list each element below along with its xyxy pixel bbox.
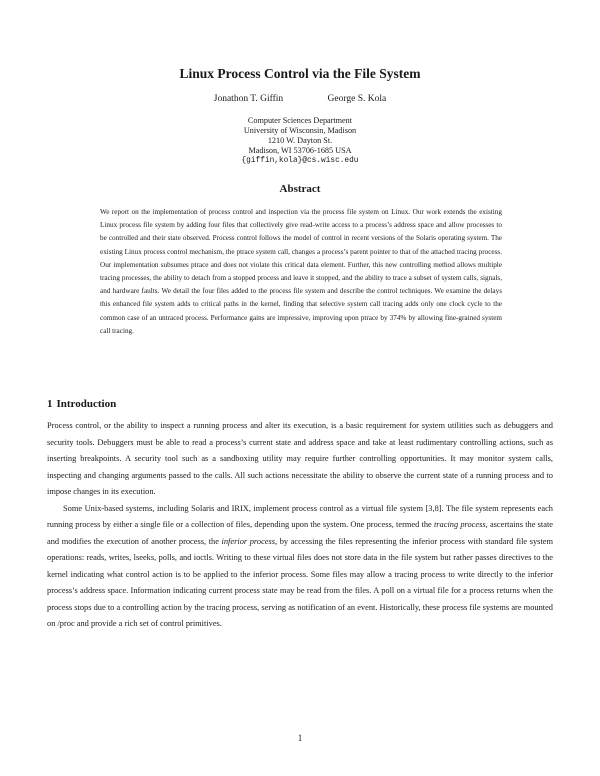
body-paragraph xyxy=(47,501,553,633)
body-paragraph: Process control, or the ability to inspect a running process and alter its execution, is a basic requirement for system utilities such as debuggers and security tools. Debuggers must be able to read a process’s current state and address space and take at least rudimentary controlling actions, such as inserting breakpoints. A security tool such as a sandboxing utility may require further controlling opportunities. It may monitor system calls, inspecting and changing arguments passed to the calls. All such actions necessitate the ability to observe the current state of a running process and to impose changes in its execution. xyxy=(47,421,553,496)
section-number: 1 xyxy=(47,398,53,410)
affiliation-city: Madison, WI 53706-1685 USA xyxy=(248,146,352,155)
paper-title: Linux Process Control via the File System xyxy=(179,66,421,81)
affiliation-street: 1210 W. Dayton St. xyxy=(267,136,333,145)
author-name: George S. Kola xyxy=(327,94,387,104)
term-tracing-process: tracing process xyxy=(433,520,486,529)
affiliation-block xyxy=(0,116,600,166)
abstract-paragraph: We report on the implementation of process control and inspection via the process file system on Linux. Our work extends the existing Linux process file system by adding four files that collectively give read-write access to a process’s address space and allow processes to be controlled and their state observed. Process control follows the model of control in recent versions of the Solaris operating system. The existing Linux process control mechanism, the ptrace system call, changes a process’s parent pointer to that of the attached tracing process. Our implementation subsumes ptrace and does not violate this critical data element. Further, this new controlling method allows multiple tracing processes, the ability to detach from a stopped process and leave it stopped, and the ability to trace a subset of system calls, signals, and hardware faults. We detail the four files added to the process file system and describe the control techniques. We examine the delays this enhanced file system adds to critical paths in the kernel, finding that selective system call tracing adds only one clock cycle to the common case of an untraced process. Performance gains are impressive, improving upon ptrace by 374% by allowing fine-grained system call tracing. xyxy=(100,208,502,335)
abstract-body xyxy=(100,206,502,338)
paragraph-text: , ascertains the state and modifies the execution of another process, the xyxy=(47,520,553,546)
paragraph-text: , by accessing the files representing the inferior process with standard file system operations: reads, writes, lseeks, polls, and ioctls. Writing to these virtual files does not store data in the file system but rather passes directives to the kernel indicating what control action is to be applied to the inferior process. Some files may allow a tracing process to write directly to the inferior process’s address space. Information indicating current process state may be read from the files. A poll on a virtual file for a process returns when the process stops due to a controlling action by the tracing process, serving as notification of an event. Historically, these process file systems are mounted on /proc and provide a rich set of control primitives. xyxy=(47,536,554,628)
section-heading xyxy=(47,398,116,410)
page-number: 1 xyxy=(297,733,303,743)
author-name: Jonathon T. Giffin xyxy=(213,94,284,104)
author-email: {giffin,kola}@cs.wisc.edu xyxy=(241,157,359,165)
affiliation-department: Computer Sciences Department xyxy=(247,116,353,125)
affiliation-university: University of Wisconsin, Madison xyxy=(243,126,357,135)
section-body xyxy=(47,418,553,633)
term-inferior-process: inferior process xyxy=(221,536,276,546)
author-list xyxy=(0,94,600,104)
section-title: Introduction xyxy=(56,398,117,410)
abstract-heading: Abstract xyxy=(279,183,321,195)
paragraph-text: Some Unix-based systems, including Solaris and IRIX, implement process control as a virtual file system [3,8]. The file system represents each running process by either a single file or a collection of files, depending upon the system. One process, termed the xyxy=(47,503,553,529)
